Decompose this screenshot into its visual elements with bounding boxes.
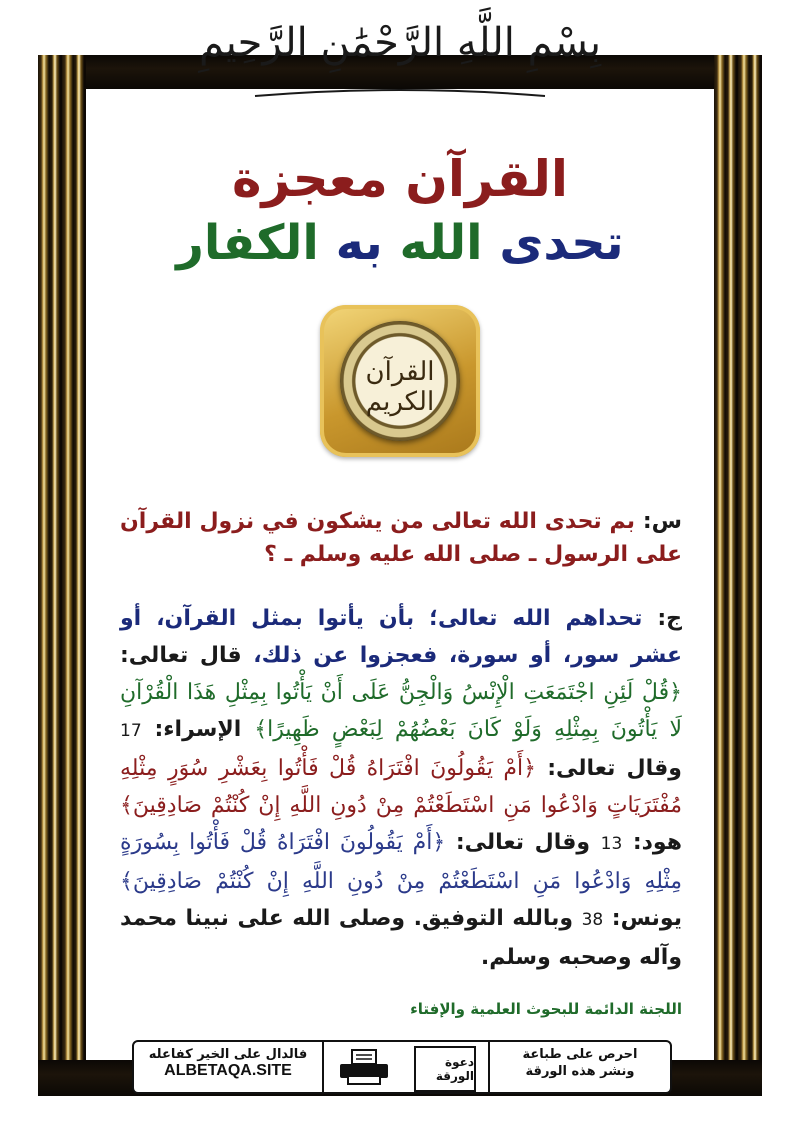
title-word-allah: الله xyxy=(399,215,483,271)
verse-3: ﴿أَمْ يَقُولُونَ افْتَرَاهُ قُلْ فَأْتُوا بِسُورَةٍ مِثْلِهِ وَادْعُوا مَنِ اسْتَطَعْتُمْ مِنْ دُونِ اللَّهِ إِنْ كُنْتُمْ صَادِقِينَ﴾ xyxy=(120,830,682,894)
banner-slogan: فالدال على الخير كفاعله xyxy=(148,1047,308,1062)
answer-qala-1: قال تعالى: xyxy=(120,643,242,668)
verse-2: ﴿أَمْ يَقُولُونَ افْتَرَاهُ قُلْ فَأْتُوا بِعَشْرِ سُوَرٍ مِثْلِهِ مُفْتَرَيَاتٍ وَادْعُوا مَنِ اسْتَطَعْتُمْ مِنْ دُونِ اللَّهِ إِنْ كُنْتُمْ صَادِقِينَ﴾ xyxy=(120,756,682,818)
quran-icon xyxy=(320,305,480,457)
answer-intro: تحداهم الله تعالى؛ بأن يأتوا بمثل القرآن، أو عشر سور، أو سورة، فعجزوا عن ذلك، xyxy=(120,606,682,668)
ref-1-num: 17 xyxy=(120,721,142,741)
answer xyxy=(120,600,682,976)
banner-print-line2: ونشر هذه الورقة xyxy=(525,1064,635,1079)
ref-3-num: 38 xyxy=(581,910,604,930)
title-word-kuffar: الكفار xyxy=(176,215,319,271)
basmala-swash-icon xyxy=(250,88,550,102)
dawa-logo: دعوة الورقة xyxy=(414,1046,476,1092)
banner-print-box xyxy=(488,1042,670,1092)
title-line1: القرآن معجزة xyxy=(231,150,569,208)
title-word-bih: به xyxy=(335,215,383,271)
quran-icon-medallion xyxy=(340,321,460,441)
banner-site-link[interactable]: ALBETAQA.SITE xyxy=(164,1062,292,1079)
ref-2-num: 13 xyxy=(600,834,623,854)
ref-2-name: هود: xyxy=(632,830,682,855)
basmala: بِسْمِ اللَّهِ الرَّحْمَٰنِ الرَّحِيمِ xyxy=(198,20,602,66)
question-text: بم تحدى الله تعالى من يشكون في نزول القرآن على الرسول ـ صلى الله عليه وسلم ـ ؟ xyxy=(120,509,682,567)
answer-label: ج: xyxy=(657,606,682,631)
question xyxy=(120,505,682,571)
footer-banner xyxy=(132,1040,672,1094)
title-word-tahadda: تحدى xyxy=(499,215,624,271)
quran-icon-calligraphy: القرآن الكريم xyxy=(365,357,435,417)
frame-left xyxy=(38,55,86,1095)
ref-1-name: الإسراء: xyxy=(154,717,242,742)
answer-qala-2: وقال تعالى: xyxy=(547,756,682,781)
source-attribution: اللجنة الدائمة للبحوث العلمية والإفتاء xyxy=(410,1000,682,1018)
question-label: س: xyxy=(642,509,682,534)
verse-1: ﴿قُلْ لَئِنِ اجْتَمَعَتِ الْإِنْسُ وَالْجِنُّ عَلَى أَنْ يَأْتُوا بِمِثْلِ هَذَا الْقُرْآنِ لَا يَأْتُونَ بِمِثْلِهِ وَلَوْ كَانَ بَعْضُهُمْ لِبَعْضٍ ظَهِيرًا﴾ xyxy=(120,680,682,742)
frame-right xyxy=(714,55,762,1095)
ref-3-name: يونس: xyxy=(611,906,682,931)
banner-print-line1: احرص على طباعة xyxy=(522,1047,638,1062)
closing: وبالله التوفيق. وصلى الله على نبينا محمد وآله وصحبه وسلم. xyxy=(120,906,682,970)
title-line2 xyxy=(0,215,800,271)
printer-icon xyxy=(334,1048,394,1086)
banner-site-box xyxy=(134,1042,324,1092)
answer-qala-3: وقال تعالى: xyxy=(455,830,591,855)
